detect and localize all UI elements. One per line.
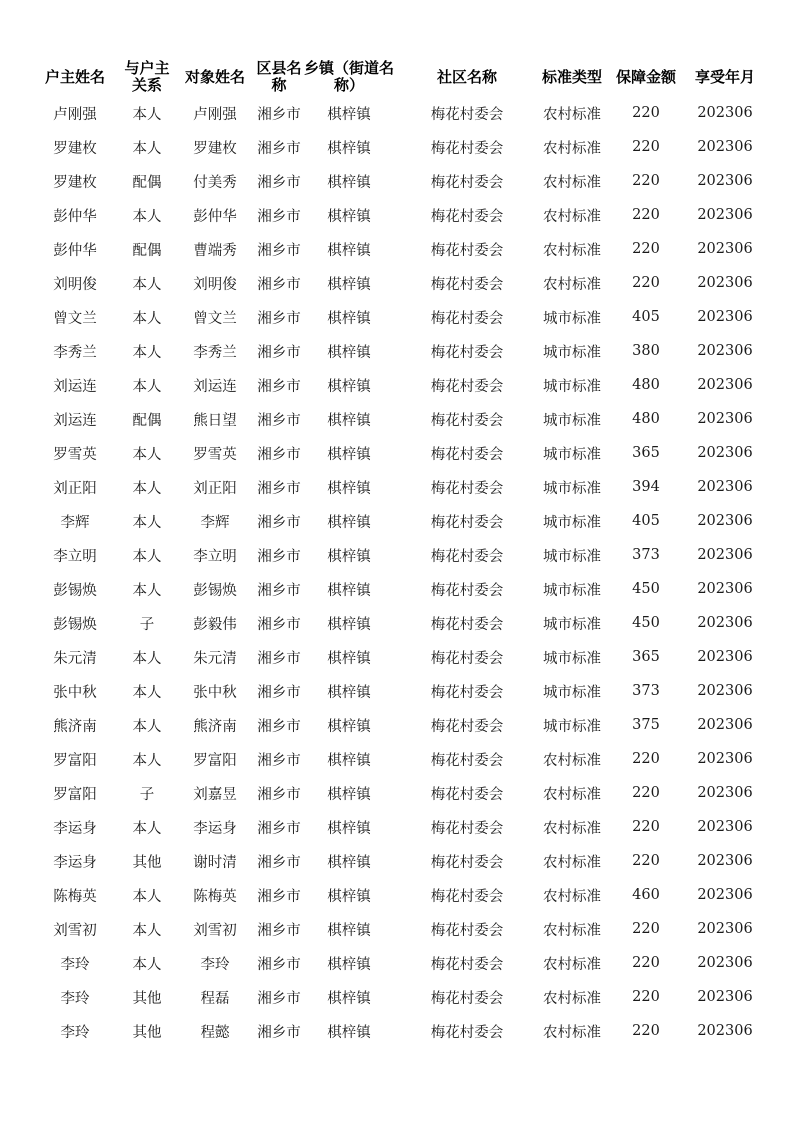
amount-cell: 220 (632, 207, 660, 223)
county-cell: 湘乡市 (257, 616, 301, 633)
recipient-name-cell: 朱元清 (193, 650, 237, 667)
county-cell: 湘乡市 (257, 242, 301, 259)
community-cell: 梅花村委会 (430, 718, 504, 735)
amount-cell: 373 (632, 547, 660, 563)
amount-cell: 220 (632, 105, 660, 121)
community-cell: 梅花村委会 (430, 344, 504, 361)
recipient-name-cell: 刘嘉昱 (193, 786, 237, 803)
relationship-cell: 本人 (132, 106, 162, 123)
recipient-name-cell: 刘运连 (193, 378, 237, 395)
table-row (32, 436, 762, 470)
township-cell: 棋梓镇 (327, 820, 371, 837)
relationship-cell: 本人 (132, 582, 162, 599)
county-cell: 湘乡市 (257, 990, 301, 1007)
county-cell: 湘乡市 (257, 208, 301, 225)
household-head-cell: 李玲 (60, 1024, 90, 1041)
household-head-cell: 彭仲华 (53, 208, 97, 225)
amount-cell: 373 (632, 683, 660, 699)
community-cell: 梅花村委会 (430, 208, 504, 225)
recipient-name-cell: 李立明 (193, 548, 237, 565)
household-head-cell: 李秀兰 (53, 344, 97, 361)
relationship-cell: 本人 (132, 140, 162, 157)
household-head-cell: 刘运连 (53, 412, 97, 429)
period-cell: 202306 (697, 173, 753, 189)
amount-cell: 220 (632, 989, 660, 1005)
community-cell: 梅花村委会 (430, 174, 504, 191)
recipient-name-cell: 李辉 (200, 514, 230, 531)
standard-type-cell: 城市标准 (543, 548, 601, 565)
community-cell: 梅花村委会 (430, 956, 504, 973)
relationship-cell: 本人 (132, 650, 162, 667)
table-body (32, 96, 762, 1048)
household-head-cell: 李运身 (53, 854, 97, 871)
table-row (32, 572, 762, 606)
community-cell: 梅花村委会 (430, 616, 504, 633)
amount-cell: 480 (632, 411, 660, 427)
table-row (32, 470, 762, 504)
recipient-name-cell: 彭仲华 (193, 208, 237, 225)
household-head-cell: 罗建枚 (53, 174, 97, 191)
recipient-name-cell: 刘明俊 (193, 276, 237, 293)
relationship-cell: 本人 (132, 548, 162, 565)
recipient-name-cell: 彭锡焕 (193, 582, 237, 599)
period-cell: 202306 (697, 581, 753, 597)
county-cell: 湘乡市 (257, 752, 301, 769)
period-cell: 202306 (697, 717, 753, 733)
period-cell: 202306 (697, 513, 753, 529)
standard-type-cell: 城市标准 (543, 616, 601, 633)
table-row (32, 96, 762, 130)
relationship-cell: 本人 (132, 820, 162, 837)
amount-cell: 450 (632, 581, 660, 597)
recipient-name-cell: 程懿 (200, 1024, 230, 1041)
standard-type-cell: 城市标准 (543, 718, 601, 735)
period-cell: 202306 (697, 615, 753, 631)
standard-type-cell: 城市标准 (543, 650, 601, 667)
county-cell: 湘乡市 (257, 582, 301, 599)
county-cell: 湘乡市 (257, 412, 301, 429)
table-row (32, 878, 762, 912)
amount-cell: 380 (632, 343, 660, 359)
township-cell: 棋梓镇 (327, 786, 371, 803)
township-cell: 棋梓镇 (327, 582, 371, 599)
community-cell: 梅花村委会 (430, 582, 504, 599)
recipient-name-cell: 熊济南 (193, 718, 237, 735)
standard-type-cell: 农村标准 (543, 922, 601, 939)
relationship-cell: 配偶 (132, 412, 162, 429)
township-cell: 棋梓镇 (327, 990, 371, 1007)
household-head-cell: 李运身 (53, 820, 97, 837)
table-row (32, 232, 762, 266)
period-cell: 202306 (697, 377, 753, 393)
table-row (32, 1014, 762, 1048)
table-row (32, 946, 762, 980)
household-head-cell: 刘正阳 (53, 480, 97, 497)
township-cell: 棋梓镇 (327, 888, 371, 905)
household-head-cell: 朱元清 (53, 650, 97, 667)
amount-cell: 480 (632, 377, 660, 393)
county-cell: 湘乡市 (257, 786, 301, 803)
standard-type-cell: 城市标准 (543, 344, 601, 361)
recipient-name-cell: 张中秋 (193, 684, 237, 701)
table-row (32, 742, 762, 776)
table-row (32, 708, 762, 742)
county-cell: 湘乡市 (257, 956, 301, 973)
county-cell: 湘乡市 (257, 820, 301, 837)
standard-type-cell: 农村标准 (543, 208, 601, 225)
community-cell: 梅花村委会 (430, 786, 504, 803)
township-cell: 棋梓镇 (327, 174, 371, 191)
recipient-name-cell: 付美秀 (193, 174, 237, 191)
county-cell: 湘乡市 (257, 174, 301, 191)
household-head-cell: 彭锡焕 (53, 616, 97, 633)
household-head-cell: 张中秋 (53, 684, 97, 701)
township-cell: 棋梓镇 (327, 446, 371, 463)
standard-type-cell: 农村标准 (543, 786, 601, 803)
standard-type-cell: 农村标准 (543, 276, 601, 293)
household-head-cell: 罗富阳 (53, 752, 97, 769)
household-head-cell: 李辉 (60, 514, 90, 531)
township-cell: 棋梓镇 (327, 480, 371, 497)
township-cell: 棋梓镇 (327, 106, 371, 123)
period-cell: 202306 (697, 479, 753, 495)
recipient-name-cell: 刘正阳 (193, 480, 237, 497)
period-cell: 202306 (697, 955, 753, 971)
standard-type-cell: 城市标准 (543, 480, 601, 497)
table-row (32, 198, 762, 232)
period-cell: 202306 (697, 751, 753, 767)
relationship-cell: 子 (139, 616, 155, 633)
period-cell: 202306 (697, 411, 753, 427)
recipient-name-cell: 罗雪英 (193, 446, 237, 463)
relationship-cell: 本人 (132, 684, 162, 701)
amount-cell: 220 (632, 853, 660, 869)
standard-type-cell: 城市标准 (543, 412, 601, 429)
amount-cell: 220 (632, 139, 660, 155)
relationship-cell: 其他 (132, 854, 162, 871)
township-cell: 棋梓镇 (327, 1024, 371, 1041)
table-row (32, 368, 762, 402)
county-cell: 湘乡市 (257, 480, 301, 497)
relationship-cell: 本人 (132, 310, 162, 327)
township-cell: 棋梓镇 (327, 310, 371, 327)
table-row (32, 504, 762, 538)
township-cell: 棋梓镇 (327, 242, 371, 259)
household-head-cell: 李玲 (60, 990, 90, 1007)
household-head-cell: 李立明 (53, 548, 97, 565)
period-cell: 202306 (697, 139, 753, 155)
relationship-cell: 其他 (132, 990, 162, 1007)
period-cell: 202306 (697, 207, 753, 223)
township-cell: 棋梓镇 (327, 684, 371, 701)
table-row (32, 334, 762, 368)
amount-cell: 220 (632, 751, 660, 767)
standard-type-cell: 农村标准 (543, 752, 601, 769)
amount-cell: 405 (632, 309, 660, 325)
township-cell: 棋梓镇 (327, 412, 371, 429)
header-township: 乡镇（街道名称） (304, 59, 395, 94)
standard-type-cell: 农村标准 (543, 854, 601, 871)
household-head-cell: 刘雪初 (53, 922, 97, 939)
community-cell: 梅花村委会 (430, 820, 504, 837)
relationship-cell: 本人 (132, 956, 162, 973)
county-cell: 湘乡市 (257, 854, 301, 871)
community-cell: 梅花村委会 (430, 140, 504, 157)
amount-cell: 220 (632, 785, 660, 801)
amount-cell: 460 (632, 887, 660, 903)
recipient-name-cell: 李秀兰 (193, 344, 237, 361)
county-cell: 湘乡市 (257, 514, 301, 531)
household-head-cell: 彭仲华 (53, 242, 97, 259)
household-head-cell: 陈梅英 (53, 888, 97, 905)
household-head-cell: 刘运连 (53, 378, 97, 395)
recipient-name-cell: 谢时清 (193, 854, 237, 871)
amount-cell: 220 (632, 921, 660, 937)
header-community: 社区名称 (436, 67, 497, 86)
county-cell: 湘乡市 (257, 310, 301, 327)
community-cell: 梅花村委会 (430, 106, 504, 123)
amount-cell: 394 (632, 479, 660, 495)
county-cell: 湘乡市 (257, 548, 301, 565)
community-cell: 梅花村委会 (430, 548, 504, 565)
relationship-cell: 子 (139, 786, 155, 803)
period-cell: 202306 (697, 445, 753, 461)
relationship-cell: 其他 (132, 1024, 162, 1041)
community-cell: 梅花村委会 (430, 242, 504, 259)
recipient-name-cell: 李玲 (200, 956, 230, 973)
standard-type-cell: 农村标准 (543, 820, 601, 837)
header-relationship: 与户主关系 (124, 59, 170, 94)
period-cell: 202306 (697, 105, 753, 121)
header-county: 区县名称 (256, 59, 302, 94)
header-amount: 保障金额 (615, 67, 676, 86)
community-cell: 梅花村委会 (430, 922, 504, 939)
amount-cell: 220 (632, 173, 660, 189)
township-cell: 棋梓镇 (327, 752, 371, 769)
relationship-cell: 配偶 (132, 174, 162, 191)
community-cell: 梅花村委会 (430, 888, 504, 905)
relationship-cell: 配偶 (132, 242, 162, 259)
household-head-cell: 曾文兰 (53, 310, 97, 327)
community-cell: 梅花村委会 (430, 446, 504, 463)
recipient-name-cell: 程磊 (200, 990, 230, 1007)
community-cell: 梅花村委会 (430, 684, 504, 701)
header-period: 享受年月 (694, 67, 755, 86)
amount-cell: 365 (632, 649, 660, 665)
township-cell: 棋梓镇 (327, 922, 371, 939)
household-head-cell: 罗雪英 (53, 446, 97, 463)
standard-type-cell: 城市标准 (543, 582, 601, 599)
township-cell: 棋梓镇 (327, 276, 371, 293)
header-standard-type: 标准类型 (541, 67, 602, 86)
community-cell: 梅花村委会 (430, 854, 504, 871)
household-head-cell: 彭锡焕 (53, 582, 97, 599)
community-cell: 梅花村委会 (430, 752, 504, 769)
relationship-cell: 本人 (132, 378, 162, 395)
relationship-cell: 本人 (132, 446, 162, 463)
county-cell: 湘乡市 (257, 1024, 301, 1041)
county-cell: 湘乡市 (257, 344, 301, 361)
amount-cell: 405 (632, 513, 660, 529)
recipient-name-cell: 刘雪初 (193, 922, 237, 939)
recipient-name-cell: 熊日望 (193, 412, 237, 429)
relationship-cell: 本人 (132, 276, 162, 293)
standard-type-cell: 农村标准 (543, 1024, 601, 1041)
table-row (32, 130, 762, 164)
standard-type-cell: 城市标准 (543, 446, 601, 463)
township-cell: 棋梓镇 (327, 616, 371, 633)
county-cell: 湘乡市 (257, 718, 301, 735)
relationship-cell: 本人 (132, 514, 162, 531)
relationship-cell: 本人 (132, 718, 162, 735)
table-row (32, 402, 762, 436)
amount-cell: 450 (632, 615, 660, 631)
header-row (32, 58, 762, 96)
relationship-cell: 本人 (132, 888, 162, 905)
household-head-cell: 罗富阳 (53, 786, 97, 803)
household-head-cell: 卢刚强 (53, 106, 97, 123)
amount-cell: 365 (632, 445, 660, 461)
county-cell: 湘乡市 (257, 684, 301, 701)
period-cell: 202306 (697, 819, 753, 835)
standard-type-cell: 农村标准 (543, 888, 601, 905)
standard-type-cell: 城市标准 (543, 310, 601, 327)
amount-cell: 220 (632, 1023, 660, 1039)
community-cell: 梅花村委会 (430, 650, 504, 667)
recipient-name-cell: 曾文兰 (193, 310, 237, 327)
county-cell: 湘乡市 (257, 276, 301, 293)
recipient-name-cell: 罗富阳 (193, 752, 237, 769)
period-cell: 202306 (697, 343, 753, 359)
table-row (32, 538, 762, 572)
table-row (32, 844, 762, 878)
period-cell: 202306 (697, 547, 753, 563)
community-cell: 梅花村委会 (430, 412, 504, 429)
community-cell: 梅花村委会 (430, 514, 504, 531)
standard-type-cell: 城市标准 (543, 378, 601, 395)
period-cell: 202306 (697, 785, 753, 801)
township-cell: 棋梓镇 (327, 344, 371, 361)
standard-type-cell: 农村标准 (543, 956, 601, 973)
community-cell: 梅花村委会 (430, 1024, 504, 1041)
community-cell: 梅花村委会 (430, 276, 504, 293)
table-row (32, 606, 762, 640)
recipient-name-cell: 罗建枚 (193, 140, 237, 157)
community-cell: 梅花村委会 (430, 990, 504, 1007)
household-head-cell: 罗建枚 (53, 140, 97, 157)
standard-type-cell: 农村标准 (543, 242, 601, 259)
relationship-cell: 本人 (132, 208, 162, 225)
relationship-cell: 本人 (132, 922, 162, 939)
recipient-name-cell: 彭毅伟 (193, 616, 237, 633)
period-cell: 202306 (697, 989, 753, 1005)
period-cell: 202306 (697, 309, 753, 325)
period-cell: 202306 (697, 275, 753, 291)
township-cell: 棋梓镇 (327, 956, 371, 973)
table-row (32, 912, 762, 946)
county-cell: 湘乡市 (257, 888, 301, 905)
amount-cell: 220 (632, 241, 660, 257)
household-head-cell: 刘明俊 (53, 276, 97, 293)
relationship-cell: 本人 (132, 344, 162, 361)
period-cell: 202306 (697, 649, 753, 665)
table-row (32, 300, 762, 334)
subsidy-roster-table (32, 58, 762, 1048)
header-household-head: 户主姓名 (44, 67, 105, 86)
amount-cell: 220 (632, 819, 660, 835)
amount-cell: 375 (632, 717, 660, 733)
relationship-cell: 本人 (132, 752, 162, 769)
recipient-name-cell: 曹端秀 (193, 242, 237, 259)
period-cell: 202306 (697, 853, 753, 869)
community-cell: 梅花村委会 (430, 310, 504, 327)
county-cell: 湘乡市 (257, 922, 301, 939)
county-cell: 湘乡市 (257, 140, 301, 157)
standard-type-cell: 城市标准 (543, 514, 601, 531)
standard-type-cell: 城市标准 (543, 684, 601, 701)
period-cell: 202306 (697, 921, 753, 937)
recipient-name-cell: 李运身 (193, 820, 237, 837)
township-cell: 棋梓镇 (327, 514, 371, 531)
table-row (32, 674, 762, 708)
township-cell: 棋梓镇 (327, 548, 371, 565)
period-cell: 202306 (697, 1023, 753, 1039)
relationship-cell: 本人 (132, 480, 162, 497)
table-row (32, 810, 762, 844)
household-head-cell: 李玲 (60, 956, 90, 973)
township-cell: 棋梓镇 (327, 208, 371, 225)
standard-type-cell: 农村标准 (543, 140, 601, 157)
township-cell: 棋梓镇 (327, 378, 371, 395)
amount-cell: 220 (632, 955, 660, 971)
period-cell: 202306 (697, 887, 753, 903)
county-cell: 湘乡市 (257, 378, 301, 395)
household-head-cell: 熊济南 (53, 718, 97, 735)
table-row (32, 266, 762, 300)
county-cell: 湘乡市 (257, 446, 301, 463)
amount-cell: 220 (632, 275, 660, 291)
header-recipient-name: 对象姓名 (184, 67, 245, 86)
table-row (32, 776, 762, 810)
township-cell: 棋梓镇 (327, 650, 371, 667)
standard-type-cell: 农村标准 (543, 106, 601, 123)
standard-type-cell: 农村标准 (543, 174, 601, 191)
recipient-name-cell: 陈梅英 (193, 888, 237, 905)
period-cell: 202306 (697, 683, 753, 699)
table-row (32, 980, 762, 1014)
recipient-name-cell: 卢刚强 (193, 106, 237, 123)
community-cell: 梅花村委会 (430, 480, 504, 497)
township-cell: 棋梓镇 (327, 854, 371, 871)
period-cell: 202306 (697, 241, 753, 257)
standard-type-cell: 农村标准 (543, 990, 601, 1007)
township-cell: 棋梓镇 (327, 718, 371, 735)
table-row (32, 164, 762, 198)
township-cell: 棋梓镇 (327, 140, 371, 157)
county-cell: 湘乡市 (257, 650, 301, 667)
county-cell: 湘乡市 (257, 106, 301, 123)
table-row (32, 640, 762, 674)
community-cell: 梅花村委会 (430, 378, 504, 395)
